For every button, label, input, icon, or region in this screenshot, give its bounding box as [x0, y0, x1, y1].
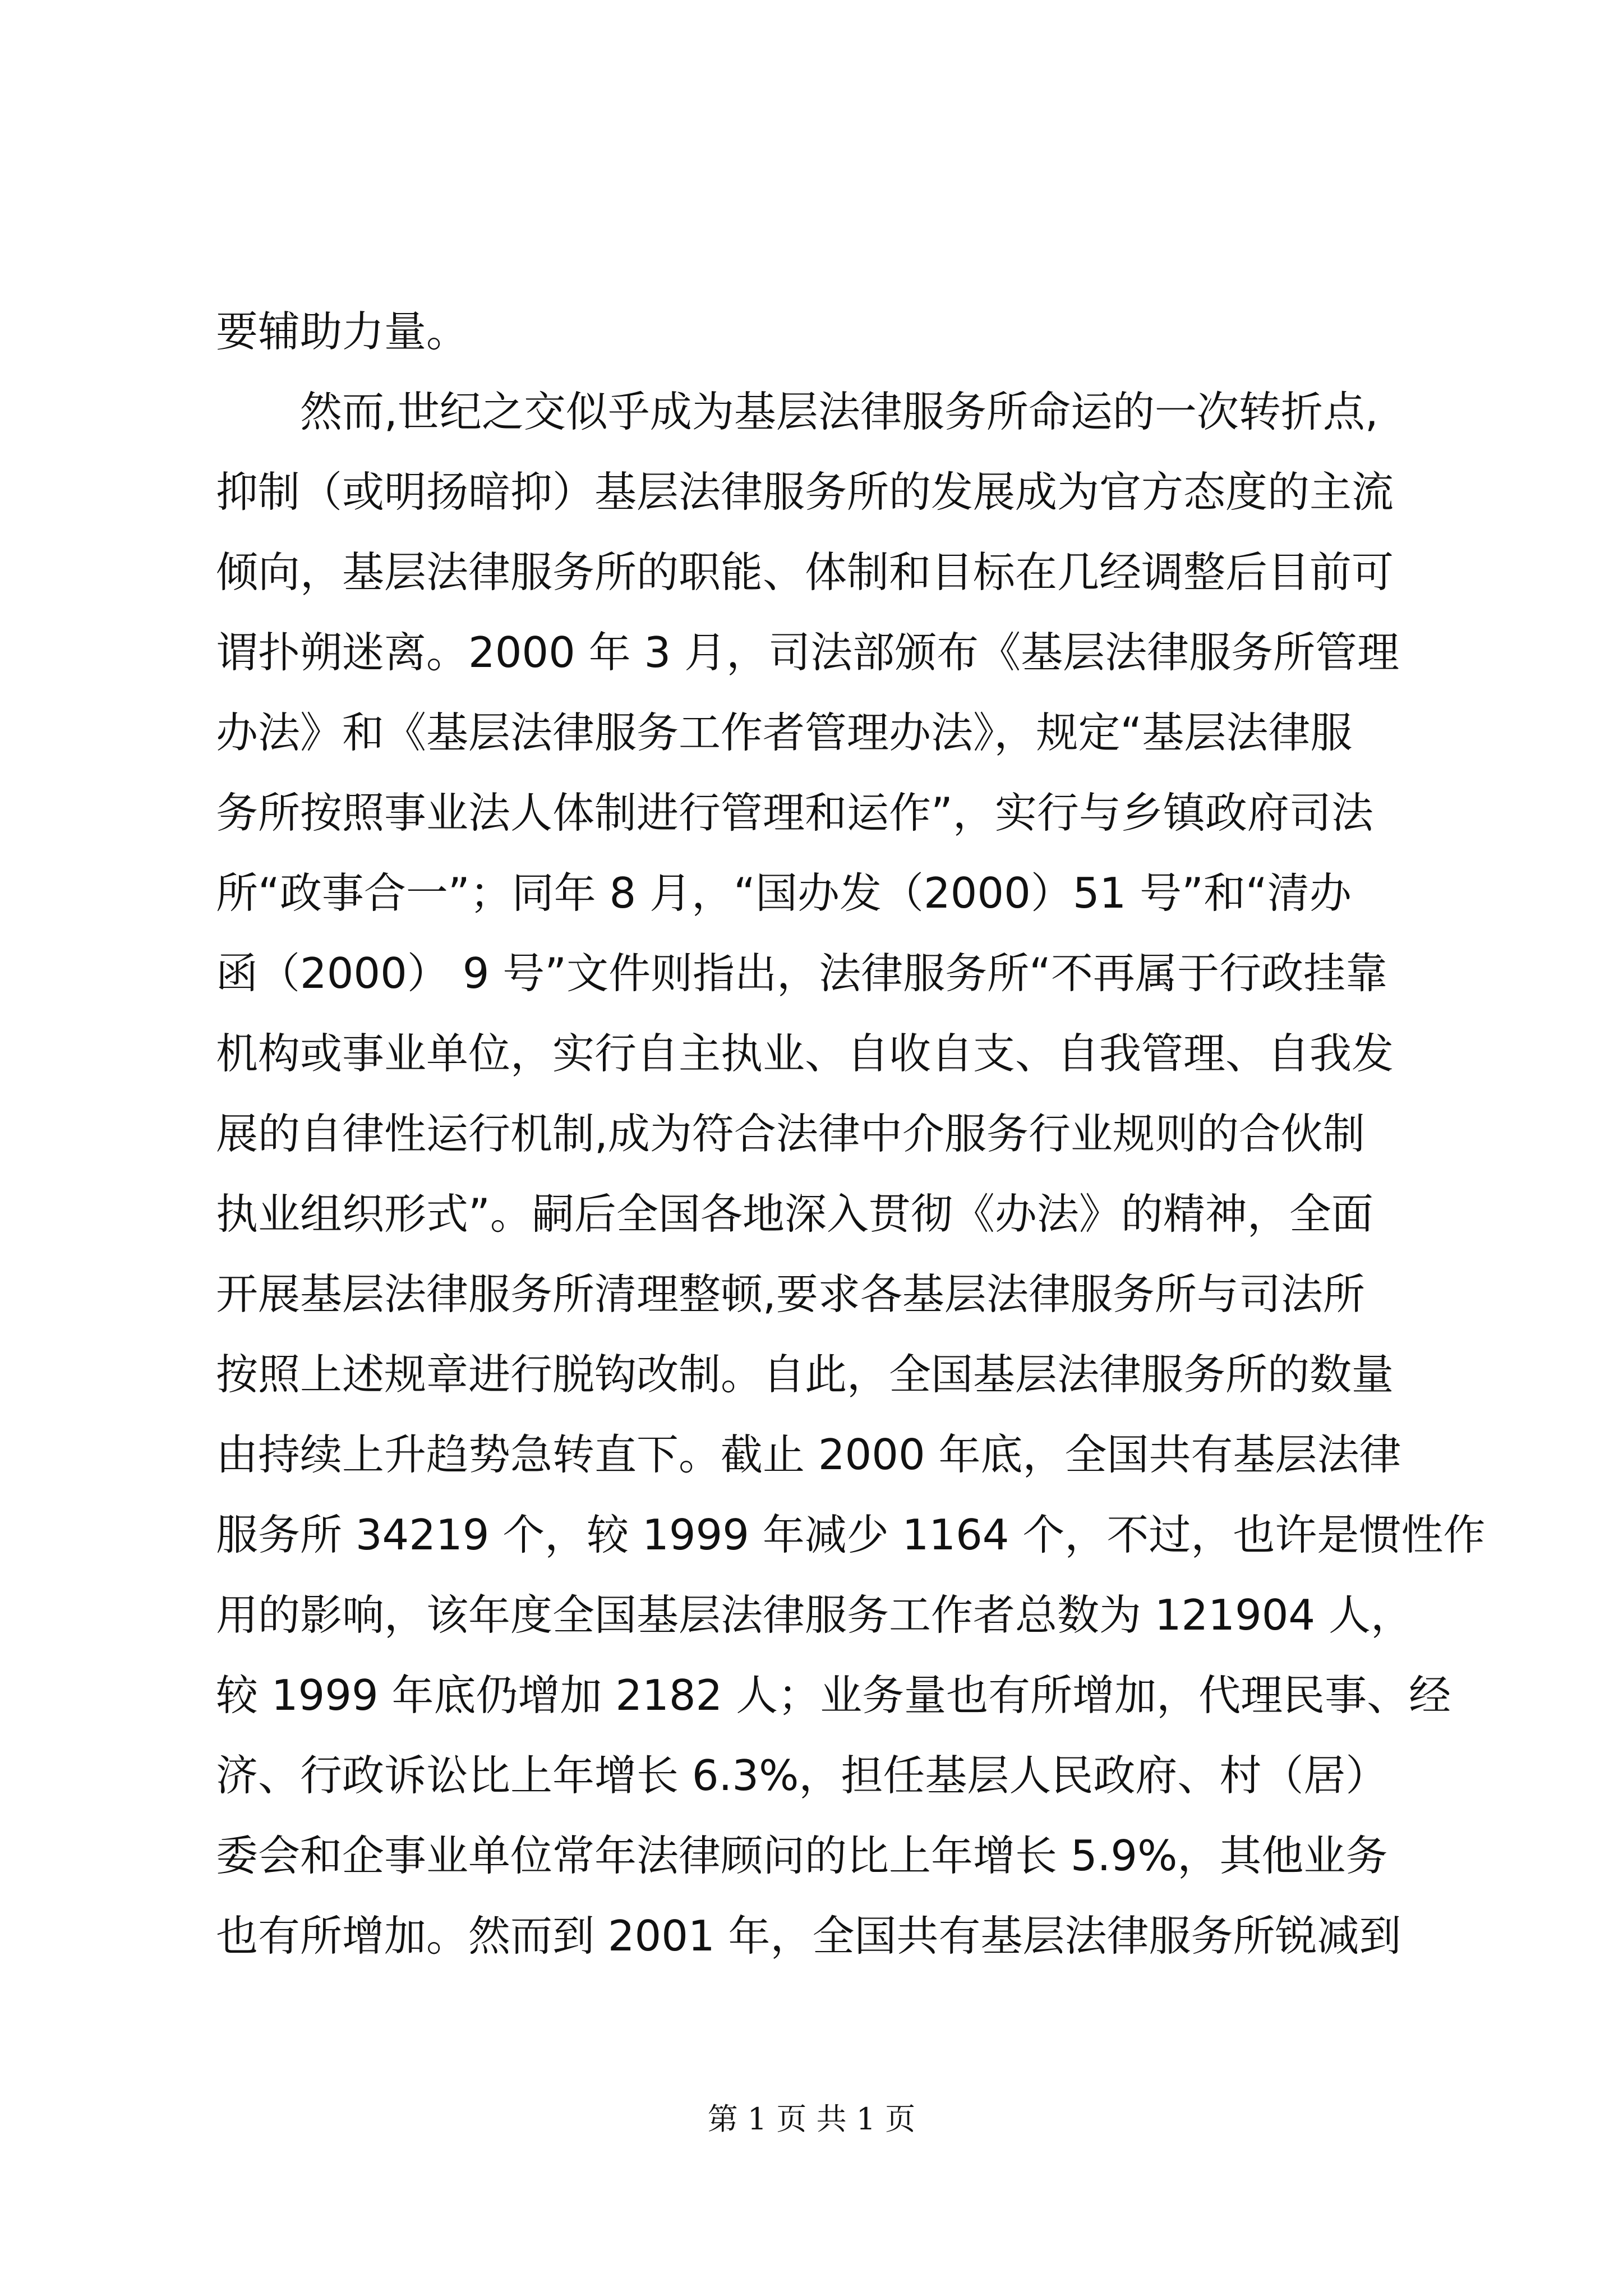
text-line: 委会和企事业单位常年法律顾问的比上年增长 5.9%，其他业务	[216, 1831, 1388, 1880]
text-line: 济、行政诉讼比上年增长 6.3%，担任基层人民政府、村（居）	[216, 1751, 1388, 1800]
text-line: 抑制（或明扬暗抑）基层法律服务所的发展成为官方态度的主流	[216, 467, 1394, 517]
text-line: 按照上述规章进行脱钩改制。自此，全国基层法律服务所的数量	[216, 1350, 1394, 1399]
text-line: 然而,世纪之交似乎成为基层法律服务所命运的一次转折点,	[216, 387, 1378, 436]
text-line: 务所按照事业法人体制进行管理和运作”，实行与乡镇政府司法	[216, 788, 1373, 838]
text-line: 执业组织形式”。嗣后全国各地深入贯彻《办法》的精神，全面	[216, 1189, 1373, 1239]
body-text	[216, 292, 1486, 1976]
text-line: 用的影响，该年度全国基层法律服务工作者总数为 121904 人，	[216, 1590, 1413, 1640]
text-line: 开展基层法律服务所清理整顿,要求各基层法律服务所与司法所	[216, 1269, 1365, 1319]
text-line: 函（2000） 9 号”文件则指出，法律服务所“不再属于行政挂靠	[216, 949, 1387, 998]
text-line: 由持续上升趋势急转直下。截止 2000 年底，全国共有基层法律	[216, 1430, 1401, 1479]
text-line: 倾向，基层法律服务所的职能、体制和目标在几经调整后目前可	[216, 547, 1394, 597]
text-line: 要辅助力量。	[216, 307, 469, 356]
text-line: 办法》和《基层法律服务工作者管理办法》，规定“基层法律服	[216, 708, 1353, 757]
page-footer: 第 1 页 共 1 页	[707, 2101, 916, 2137]
text-line: 较 1999 年底仍增加 2182 人；业务量也有所增加，代理民事、经	[216, 1671, 1451, 1720]
text-line: 机构或事业单位，实行自主执业、自收自支、自我管理、自我发	[216, 1029, 1394, 1078]
text-line: 所“政事合一”；同年 8 月，“国办发（2000）51 号”和“清办	[216, 868, 1352, 918]
text-line: 展的自律性运行机制,成为符合法律中介服务行业规则的合伙制	[216, 1109, 1365, 1158]
text-line: 服务所 34219 个，较 1999 年减少 1164 个，不过，也许是惯性作	[216, 1510, 1486, 1559]
text-line: 也有所增加。然而到 2001 年，全国共有基层法律服务所锐减到	[216, 1911, 1401, 1961]
text-line: 谓扑朔迷离。2000 年 3 月，司法部颁布《基层法律服务所管理	[216, 628, 1400, 677]
